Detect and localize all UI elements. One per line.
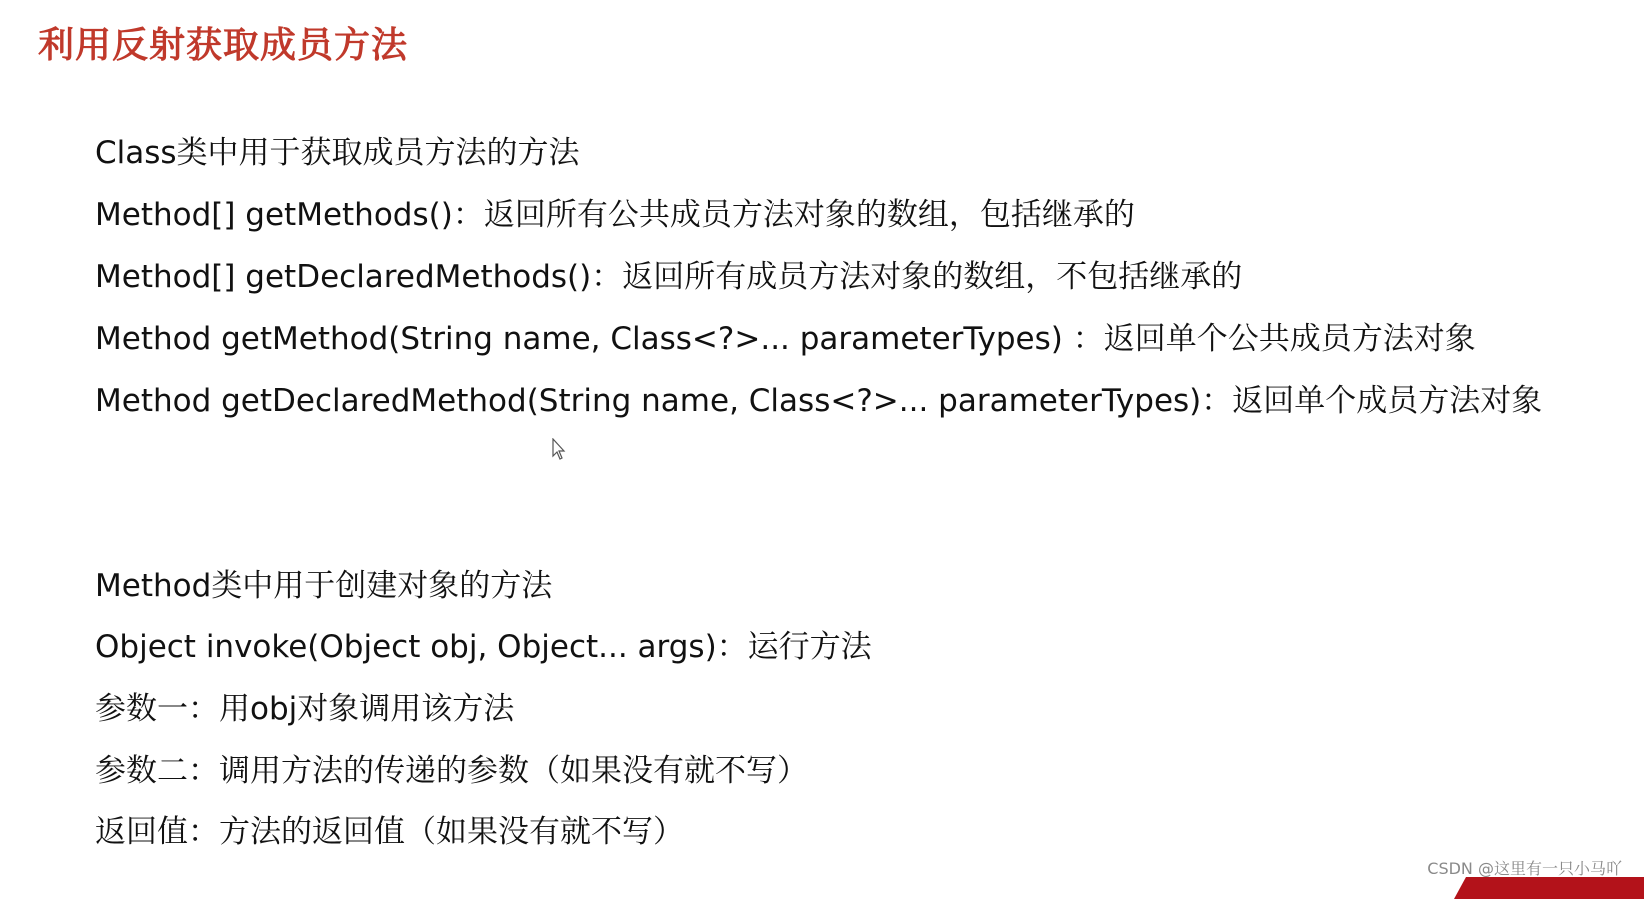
- class-method-line: Method[] getMethods()：返回所有公共成员方法对象的数组，包括继承的: [95, 197, 1135, 233]
- class-method-line: Method[] getDeclaredMethods()：返回所有成员方法对象的数组，不包括继承的: [95, 259, 1243, 295]
- class-method-line: Method getMethod(String name, Class<?>... parameterTypes) ：返回单个公共成员方法对象: [95, 321, 1476, 357]
- method-detail-line: 返回值：方法的返回值（如果没有就不写）: [95, 814, 684, 850]
- method-section-heading: Method类中用于创建对象的方法: [95, 568, 553, 604]
- method-detail-line: 参数一：用obj对象调用该方法: [95, 691, 515, 727]
- mouse-cursor-icon: [552, 438, 568, 462]
- csdn-watermark: CSDN @这里有一只小马吖: [1427, 859, 1622, 878]
- corner-banner-decoration: [1454, 877, 1644, 899]
- class-method-line: Method getDeclaredMethod(String name, Class<?>... parameterTypes)：返回单个成员方法对象: [95, 383, 1543, 419]
- method-detail-line: 参数二：调用方法的传递的参数（如果没有就不写）: [95, 753, 808, 789]
- slide-title: 利用反射获取成员方法: [38, 25, 409, 66]
- method-detail-line: Object invoke(Object obj, Object... args)：运行方法: [95, 629, 872, 665]
- class-section-heading: Class类中用于获取成员方法的方法: [95, 135, 580, 171]
